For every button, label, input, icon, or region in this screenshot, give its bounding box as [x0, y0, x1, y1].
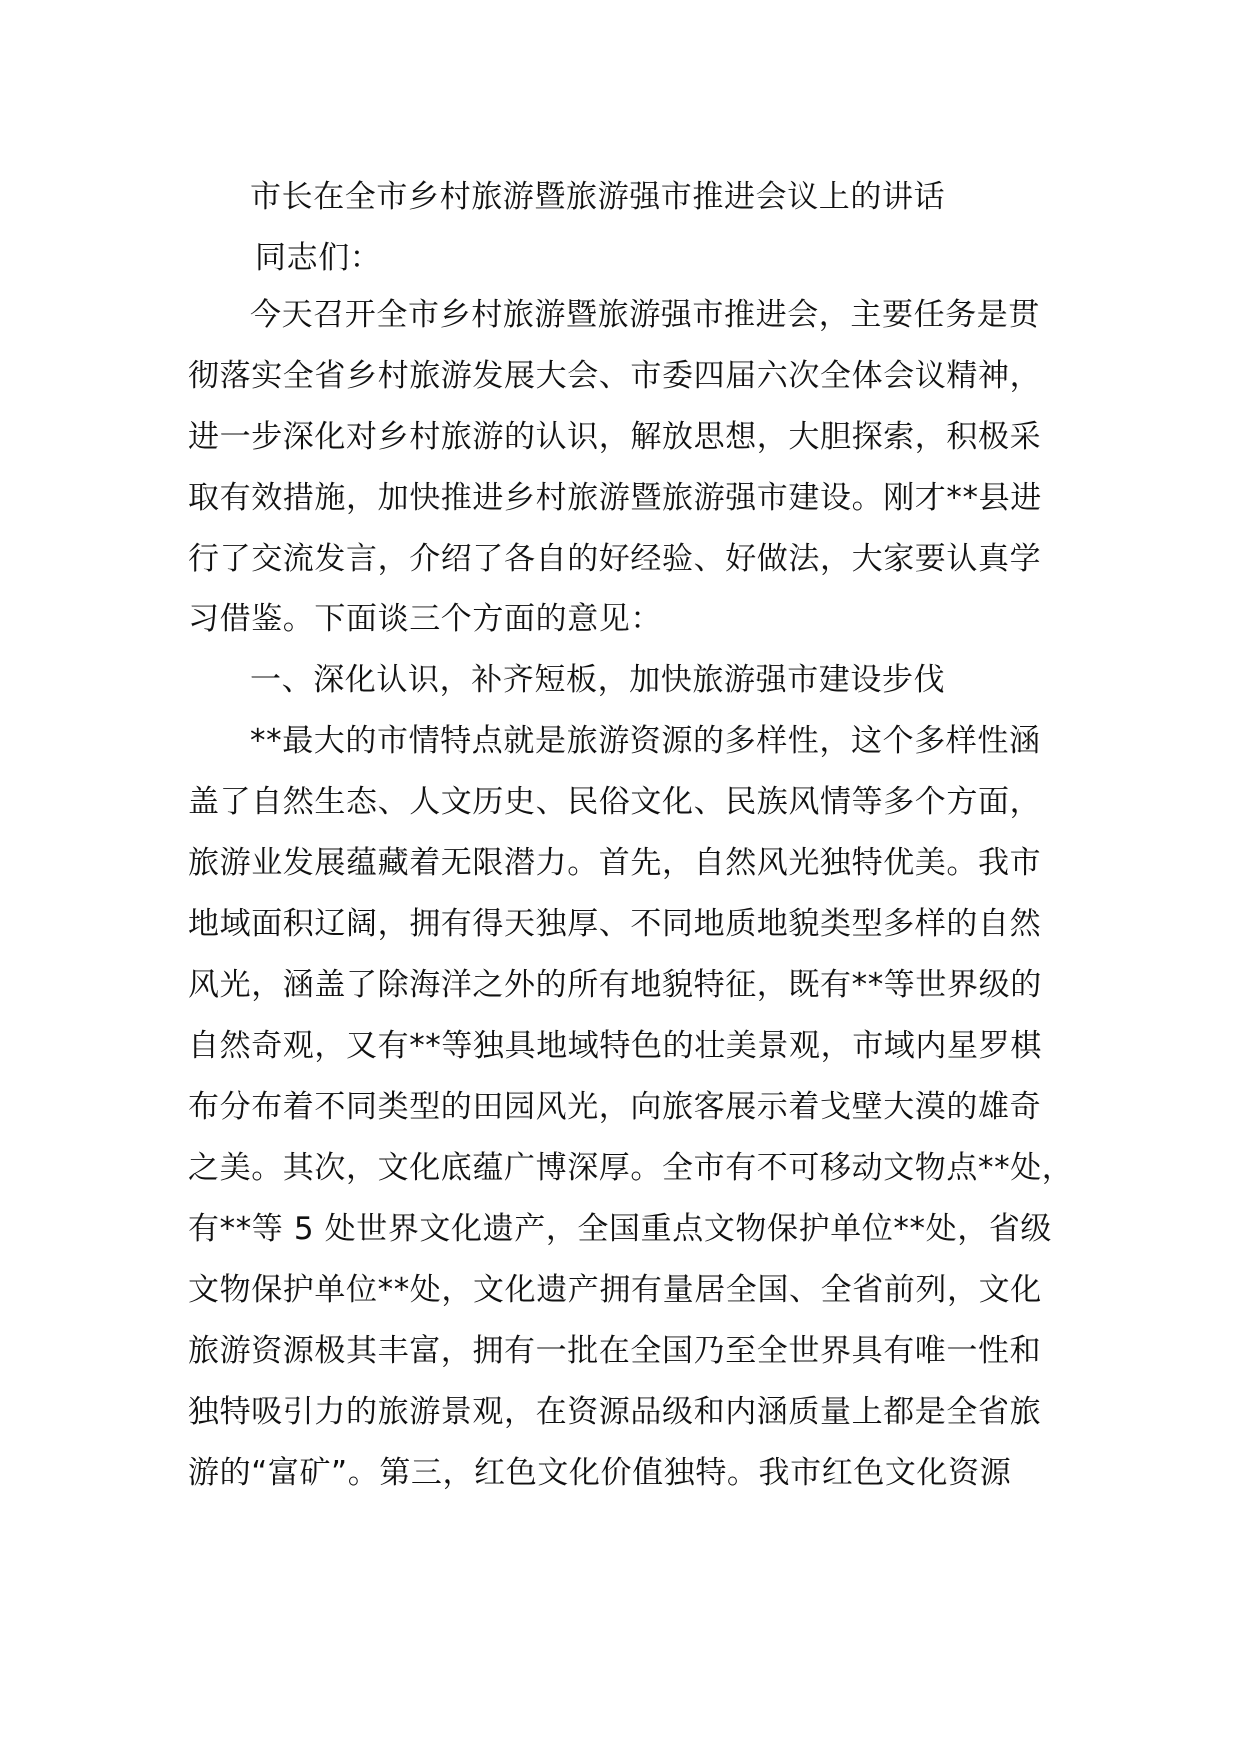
paragraph-line: 风光，涵盖了除海洋之外的所有地貌特征，既有**等世界级的: [188, 967, 1042, 1003]
paragraph-line: 布分布着不同类型的田园风光，向旅客展示着戈壁大漠的雄奇: [188, 1089, 1042, 1125]
paragraph-line: 旅游业发展蕴藏着无限潜力。首先，自然风光独特优美。我市: [188, 845, 1042, 881]
greeting: 同志们：: [255, 240, 382, 276]
paragraph-line: 彻落实全省乡村旅游发展大会、市委四届六次全体会议精神，: [188, 358, 1042, 394]
paragraph-line: 有**等 5 处世界文化遗产，全国重点文物保护单位**处，省级: [188, 1211, 1053, 1247]
paragraph-line: 文物保护单位**处，文化遗产拥有量居全国、全省前列，文化: [188, 1272, 1042, 1308]
paragraph-line: 之美。其次，文化底蕴广博深厚。全市有不可移动文物点**处，: [188, 1150, 1074, 1186]
paragraph-line: **最大的市情特点就是旅游资源的多样性，这个多样性涵: [250, 723, 1041, 759]
paragraph-line: 盖了自然生态、人文历史、民俗文化、民族风情等多个方面，: [188, 784, 1042, 820]
paragraph-line: 游的“富矿”。第三，红色文化价值独特。我市红色文化资源: [188, 1455, 1012, 1491]
paragraph-line: 今天召开全市乡村旅游暨旅游强市推进会，主要任务是贯: [250, 297, 1040, 333]
paragraph-line: 进一步深化对乡村旅游的认识，解放思想，大胆探索，积极采: [188, 419, 1042, 455]
paragraph-line: 取有效措施，加快推进乡村旅游暨旅游强市建设。刚才**县进: [188, 480, 1042, 516]
section-heading: 一、深化认识，补齐短板，加快旅游强市建设步伐: [250, 662, 946, 698]
paragraph-line: 独特吸引力的旅游景观，在资源品级和内涵质量上都是全省旅: [188, 1394, 1042, 1430]
paragraph-line: 旅游资源极其丰富，拥有一批在全国乃至全世界具有唯一性和: [188, 1333, 1042, 1369]
paragraph-line: 地域面积辽阔，拥有得天独厚、不同地质地貌类型多样的自然: [188, 906, 1042, 942]
paragraph-line: 习借鉴。下面谈三个方面的意见：: [188, 601, 662, 637]
document-title: 市长在全市乡村旅游暨旅游强市推进会议上的讲话: [250, 179, 946, 215]
paragraph-line: 行了交流发言，介绍了各自的好经验、好做法，大家要认真学: [188, 541, 1042, 577]
paragraph-line: 自然奇观，又有**等独具地域特色的壮美景观，市域内星罗棋: [188, 1028, 1042, 1064]
